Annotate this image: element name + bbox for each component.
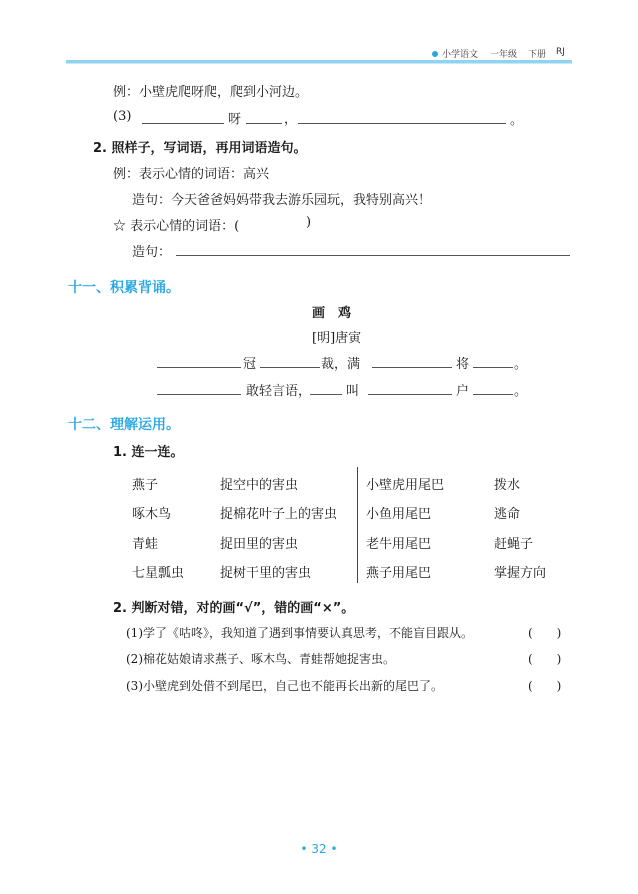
action-4[interactable]: 捉树干里的害虫	[220, 566, 312, 581]
action-1[interactable]: 捉空中的害虫	[220, 478, 299, 493]
use-1[interactable]: 拨水	[494, 478, 521, 493]
tail-2[interactable]: 小鱼用尾巴	[366, 507, 432, 522]
header-bar-shadow	[66, 63, 572, 64]
item3-word: 呀	[228, 112, 242, 127]
poem-blank-3[interactable]	[372, 367, 452, 368]
header-dot-icon	[432, 51, 438, 57]
poem-blank-5[interactable]	[157, 394, 241, 395]
section11-title: 十一、积累背诵。	[68, 280, 180, 296]
q2-title: 2. 照样子，写词语，再用词语造句。	[93, 141, 307, 156]
q2-sentence: 造句：今天爸爸妈妈带我去游乐园玩，我特别高兴！	[132, 193, 432, 208]
poem-blank-8[interactable]	[473, 394, 513, 395]
poem-l1-c: 将	[456, 357, 470, 372]
poem-blank-6[interactable]	[310, 394, 342, 395]
poem-blank-1[interactable]	[157, 367, 241, 368]
q2-judge-title: 2. 判断对错，对的画“√”，错的画“×”。	[113, 601, 355, 616]
judge-2-text: (2)棉花姑娘请求燕子、啄木鸟、青蛙帮她捉害虫。	[126, 652, 395, 666]
action-3[interactable]: 捉田里的害虫	[220, 537, 299, 552]
header-subject: 小学语文	[442, 50, 479, 60]
item3-blank-3[interactable]	[298, 123, 506, 124]
use-2[interactable]: 逃命	[494, 507, 521, 522]
page-number: • 32 •	[300, 842, 338, 856]
tail-4[interactable]: 燕子用尾巴	[366, 566, 432, 581]
item3-label: (3)	[113, 109, 132, 124]
item3-comma: ，	[284, 112, 298, 127]
animal-4[interactable]: 七星瓢虫	[132, 566, 185, 581]
poem-title: 画 鸡	[312, 306, 352, 321]
poem-l1-b: 裁，满	[321, 357, 361, 372]
q1-title: 1. 连一连。	[113, 445, 184, 460]
section12-title: 十二、理解运用。	[68, 417, 180, 433]
judge-1-paren[interactable]: ( )	[528, 626, 562, 640]
poem-l1-a: 冠	[243, 357, 257, 372]
item3-blank-1[interactable]	[142, 123, 224, 124]
q2-sentence-blank[interactable]	[176, 255, 570, 256]
q2-make-sentence: 造句：	[132, 245, 172, 260]
item3-end: 。	[510, 113, 524, 128]
judge-1-text: (1)学了《咕咚》，我知道了遇到事情要认真思考，不能盲目跟从。	[126, 626, 474, 640]
example-line: 例：小壁虎爬呀爬，爬到小河边。	[113, 85, 309, 100]
animal-2[interactable]: 啄木鸟	[132, 507, 172, 522]
column-divider	[357, 467, 358, 583]
animal-3[interactable]: 青蛙	[132, 537, 159, 552]
poem-author: [明]唐寅	[312, 331, 362, 346]
poem-blank-2[interactable]	[260, 367, 320, 368]
header-volume: 下册	[528, 50, 547, 60]
judge-3-text: (3)小壁虎到处借不到尾巴，自己也不能再长出新的尾巴了。	[126, 679, 444, 693]
header-grade: 一年级	[490, 50, 518, 60]
use-4[interactable]: 掌握方向	[494, 566, 547, 581]
animal-1[interactable]: 燕子	[132, 478, 159, 493]
q2-example: 例：表示心情的词语：高兴	[113, 167, 270, 182]
poem-blank-4[interactable]	[473, 367, 513, 368]
q2-star-close: )	[306, 215, 312, 230]
poem-l1-d: 。	[514, 357, 528, 372]
action-2[interactable]: 捉棉花叶子上的害虫	[220, 507, 338, 522]
use-3[interactable]: 赶蝇子	[494, 537, 534, 552]
item3-blank-2[interactable]	[246, 123, 282, 124]
poem-l2-d: 。	[514, 384, 528, 399]
q2-star-prompt: ☆ 表示心情的词语：(	[113, 219, 240, 234]
header-edition: RJ	[556, 47, 565, 57]
poem-blank-7[interactable]	[368, 394, 452, 395]
tail-3[interactable]: 老牛用尾巴	[366, 537, 432, 552]
judge-3-paren[interactable]: ( )	[528, 679, 562, 693]
tail-1[interactable]: 小壁虎用尾巴	[366, 478, 445, 493]
poem-l2-a: 敢轻言语，	[246, 384, 312, 399]
poem-l2-c: 户	[456, 384, 470, 399]
judge-2-paren[interactable]: ( )	[528, 652, 562, 666]
poem-l2-b: 叫	[346, 384, 360, 399]
